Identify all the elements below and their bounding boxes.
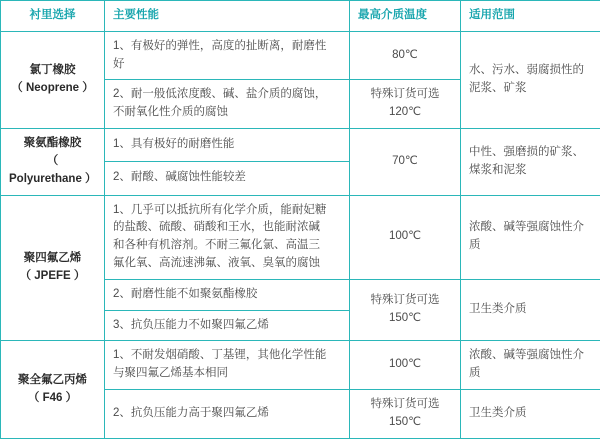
cell-application: 卫生类介质: [461, 390, 600, 439]
table-header-row: [1, 1, 600, 32]
cell-material: [1, 129, 105, 195]
column-header-max-temperature: 最高介质温度: [350, 1, 461, 32]
cell-material: [1, 341, 105, 438]
cell-temperature: 100℃: [350, 195, 461, 279]
material-name-en: （ Polyurethane ）: [9, 153, 96, 189]
material-name: 聚四氟乙烯: [9, 250, 96, 268]
cell-temperature: 100℃: [350, 341, 461, 390]
column-header-lining: 衬里选择: [1, 1, 105, 32]
material-name: 聚全氟乙丙烯: [9, 372, 96, 390]
table-row: [1, 129, 600, 162]
cell-temperature: 特殊订货可选 150℃: [350, 390, 461, 439]
cell-application: 水、污水、弱腐损性的 泥浆、矿浆: [461, 31, 600, 128]
cell-performance: 1、有极好的弹性，高度的扯断离，耐磨性 好: [105, 31, 350, 80]
cell-temperature: 特殊订货可选 120℃: [350, 80, 461, 129]
table-body: [1, 31, 600, 438]
table-header: [1, 1, 600, 32]
cell-application: 卫生类介质: [461, 279, 600, 341]
table-row: [1, 31, 600, 80]
cell-performance: 2、耐酸、碱腐蚀性能较差: [105, 162, 350, 195]
cell-performance: 1、具有极好的耐磨性能: [105, 129, 350, 162]
table-row: [1, 341, 600, 390]
cell-temperature: 80℃: [350, 31, 461, 80]
cell-application: 中性、强磨损的矿浆、 煤浆和泥浆: [461, 129, 600, 195]
cell-temperature: 特殊订货可选 150℃: [350, 279, 461, 341]
table-row: [1, 195, 600, 279]
column-header-performance: 主要性能: [105, 1, 350, 32]
material-name-en: （ Neoprene ）: [9, 80, 96, 98]
cell-application: 浓酸、碱等强腐蚀性介 质: [461, 195, 600, 279]
cell-material: [1, 195, 105, 341]
material-name-en: （ JPEFE ）: [9, 268, 96, 286]
column-header-application: 适用范围: [461, 1, 600, 32]
cell-performance: 1、不耐发烟硝酸、丁基锂，其他化学性能 与聚四氟乙烯基本相同: [105, 341, 350, 390]
cell-performance: 2、耐一般低浓度酸、碱、盐介质的腐蚀， 不耐氧化性介质的腐蚀: [105, 80, 350, 129]
cell-application: 浓酸、碱等强腐蚀性介 质: [461, 341, 600, 390]
cell-performance: 3、抗负压能力不如聚四氟乙烯: [105, 310, 350, 341]
cell-material: [1, 31, 105, 128]
cell-performance: 1、几乎可以抵抗所有化学介质，能耐妃糖 的盐酸、硫酸、硝酸和王水，也能耐浓碱 和各种有机溶剂。不耐三氟化氯、高温三 氟化氧、高流速沸氟、液氧、臭氧的腐蚀: [105, 195, 350, 279]
material-name: 聚氨酯橡胶: [9, 135, 96, 153]
cell-temperature: 70℃: [350, 129, 461, 195]
material-name: 氯丁橡胶: [9, 62, 96, 80]
material-name-en: （ F46 ）: [9, 390, 96, 408]
cell-performance: 2、抗负压能力高于聚四氟乙烯: [105, 390, 350, 439]
cell-performance: 2、耐磨性能不如聚氨酯橡胶: [105, 279, 350, 310]
